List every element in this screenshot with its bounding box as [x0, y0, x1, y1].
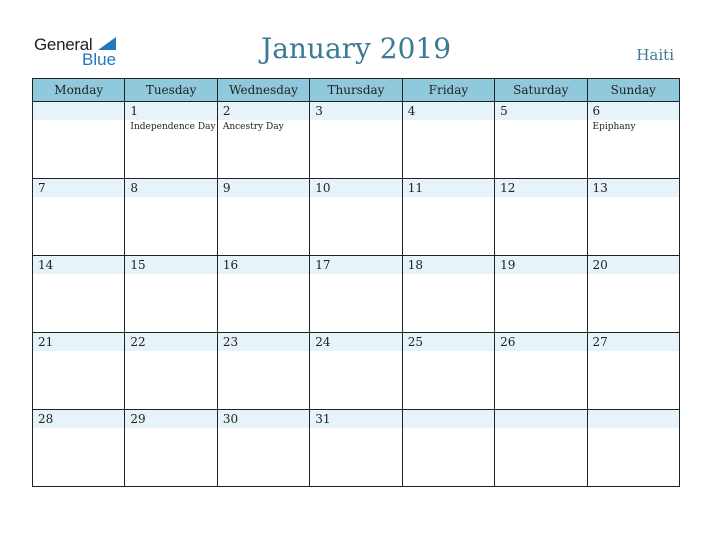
- weekday-header: Wednesday: [217, 79, 309, 102]
- day-header-band: [125, 102, 216, 120]
- day-cell: [402, 410, 494, 487]
- day-cell: [402, 333, 494, 410]
- day-cell: [587, 102, 679, 179]
- day-header-band: [495, 102, 586, 120]
- weekday-header: Thursday: [310, 79, 402, 102]
- day-number: 30: [222, 412, 239, 426]
- day-number: 1: [130, 104, 139, 118]
- weekday-header: Saturday: [495, 79, 587, 102]
- day-cell: [125, 256, 217, 333]
- day-cell: [310, 179, 402, 256]
- day-cell: [402, 179, 494, 256]
- day-number: 19: [500, 258, 516, 272]
- day-cell: [217, 179, 309, 256]
- day-number: 2: [222, 104, 231, 118]
- holiday-label: Ancestry Day: [222, 122, 284, 132]
- day-header-band: [588, 102, 679, 120]
- day-number: 12: [500, 181, 516, 195]
- day-cell: [125, 179, 217, 256]
- day-number: 27: [592, 335, 608, 349]
- day-header-band: [495, 410, 586, 428]
- day-number: 23: [222, 335, 239, 349]
- day-cell: [495, 410, 587, 487]
- day-cell: [495, 333, 587, 410]
- day-number: 5: [500, 104, 508, 118]
- day-number: 16: [222, 258, 239, 272]
- day-cell: [217, 333, 309, 410]
- day-number: 28: [38, 412, 54, 426]
- day-number: 7: [38, 181, 46, 195]
- holiday-label: Independence Day: [130, 122, 216, 132]
- day-header-band: [403, 102, 494, 120]
- weekday-header: Friday: [402, 79, 494, 102]
- day-number: 6: [592, 104, 601, 118]
- weekday-header: Sunday: [587, 79, 679, 102]
- day-cell: [587, 410, 679, 487]
- day-header-band: [403, 410, 494, 428]
- day-cell: [125, 333, 217, 410]
- week-row: [33, 410, 680, 487]
- weekday-header: Tuesday: [125, 79, 217, 102]
- day-number: 14: [38, 258, 54, 272]
- day-header-band: [310, 102, 401, 120]
- day-cell: [495, 102, 587, 179]
- day-cell: [310, 102, 402, 179]
- day-cell: [495, 179, 587, 256]
- holiday-label: Epiphany: [592, 122, 636, 132]
- day-cell: [217, 102, 309, 179]
- day-cell: [217, 410, 309, 487]
- day-cell: [33, 410, 125, 487]
- day-cell: [217, 256, 309, 333]
- day-cell: [33, 256, 125, 333]
- week-row: [33, 333, 680, 410]
- day-number: 13: [592, 181, 608, 195]
- weekday-header-row: [33, 79, 680, 102]
- day-number: 15: [130, 258, 146, 272]
- day-cell: [125, 102, 217, 179]
- day-number: 9: [222, 181, 231, 195]
- day-number: 18: [407, 258, 423, 272]
- day-number: 26: [500, 335, 516, 349]
- day-header-band: [33, 102, 124, 120]
- day-cell: [587, 333, 679, 410]
- day-number: 8: [130, 181, 139, 195]
- day-number: 24: [315, 335, 331, 349]
- day-header-band: [125, 179, 216, 197]
- week-row: [33, 256, 680, 333]
- weekday-header: Monday: [33, 79, 125, 102]
- day-number: 20: [592, 258, 608, 272]
- day-cell: [310, 410, 402, 487]
- day-cell: [33, 102, 125, 179]
- day-number: 31: [315, 412, 331, 426]
- day-number: 17: [315, 258, 331, 272]
- day-cell: [33, 333, 125, 410]
- day-cell: [587, 256, 679, 333]
- day-number: 10: [315, 181, 331, 195]
- day-header-band: [588, 410, 679, 428]
- logo-text-general: General: [34, 35, 93, 54]
- week-row: [33, 102, 680, 179]
- day-header-band: [218, 102, 309, 120]
- day-number: 29: [130, 412, 146, 426]
- day-number: 3: [315, 104, 323, 118]
- day-header-band: [218, 179, 309, 197]
- calendar-grid: [32, 78, 680, 487]
- day-number: 22: [130, 335, 146, 349]
- day-cell: [310, 333, 402, 410]
- day-cell: [402, 102, 494, 179]
- country-label: Haiti: [636, 46, 674, 64]
- day-cell: [587, 179, 679, 256]
- logo-text-blue: Blue: [82, 50, 117, 69]
- day-cell: [33, 179, 125, 256]
- day-header-band: [33, 179, 124, 197]
- day-number: 25: [407, 335, 423, 349]
- week-row: [33, 179, 680, 256]
- day-number: 11: [407, 181, 423, 195]
- day-cell: [495, 256, 587, 333]
- day-cell: [125, 410, 217, 487]
- day-number: 4: [407, 104, 416, 118]
- day-cell: [402, 256, 494, 333]
- calendar-title: January 2019: [260, 32, 452, 65]
- day-cell: [310, 256, 402, 333]
- day-number: 21: [38, 335, 54, 349]
